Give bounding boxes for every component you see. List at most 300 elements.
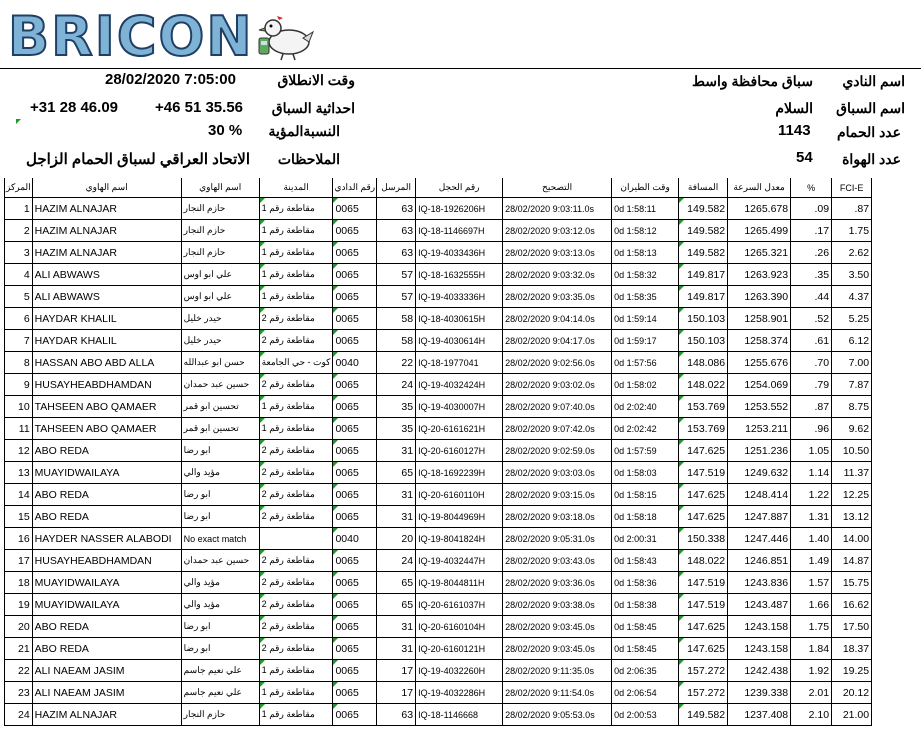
cell-fancier-name-ar: حسين عبد حمدان bbox=[181, 374, 259, 396]
cell-marker bbox=[16, 119, 21, 124]
cell-rank: 17 bbox=[5, 550, 33, 572]
cell-speed: 1258.374 bbox=[728, 330, 791, 352]
club-value: سباق محافظة واسط bbox=[691, 73, 813, 89]
cell-sent: 58 bbox=[377, 330, 416, 352]
cell-fci-e: 6.12 bbox=[832, 330, 872, 352]
cell-city: مقاطعة رقم 2 bbox=[259, 308, 333, 330]
cell-percent: .09 bbox=[791, 198, 832, 220]
cell-fancier-name-en: TAHSEEN ABO QAMAER bbox=[32, 418, 181, 440]
cell-city: مقاطعة رقم 1 bbox=[259, 682, 333, 704]
cell-fancier-name-en: HAZIM ALNAJAR bbox=[32, 220, 181, 242]
cell-speed: 1243.836 bbox=[728, 572, 791, 594]
cell-fancier-name-en: MUAYIDWAILAYA bbox=[32, 572, 181, 594]
cell-ring-number: IQ-20-6160110H bbox=[416, 484, 503, 506]
cell-corrected-time: 28/02/2020 9:02:59.0s bbox=[503, 440, 612, 462]
cell-flight-time: 0d 1:58:45 bbox=[612, 616, 679, 638]
cell-city: مقاطعة رقم 2 bbox=[259, 638, 333, 660]
cell-fancier-name-en: HAZIM ALNAJAR bbox=[32, 242, 181, 264]
cell-ring-number: IQ-18-1977041 bbox=[416, 352, 503, 374]
column-header-distance: المسافة bbox=[679, 178, 728, 198]
column-header-corrected-time: التصحيح bbox=[503, 178, 612, 198]
cell-city: مقاطعة رقم 1 bbox=[259, 396, 333, 418]
cell-fancier-name-en: TAHSEEN ABO QAMAER bbox=[32, 396, 181, 418]
column-header-speed: معدل السرعة bbox=[728, 178, 791, 198]
cell-fci-e: 7.87 bbox=[832, 374, 872, 396]
cell-fancier-name-ar: ابو رضا bbox=[181, 638, 259, 660]
cell-percent: 2.10 bbox=[791, 704, 832, 726]
cell-speed: 1253.211 bbox=[728, 418, 791, 440]
cell-distance: 147.625 bbox=[679, 506, 728, 528]
cell-sent: 17 bbox=[377, 682, 416, 704]
cell-distance: 147.625 bbox=[679, 484, 728, 506]
cell-rank: 13 bbox=[5, 462, 33, 484]
cell-city: مقاطعة رقم 2 bbox=[259, 572, 333, 594]
table-row bbox=[5, 572, 872, 594]
cell-fancier-name-en: HAYDAR KHALIL bbox=[32, 308, 181, 330]
cell-rank: 14 bbox=[5, 484, 33, 506]
cell-fancier-name-en: ALI ABWAWS bbox=[32, 264, 181, 286]
cell-distance: 149.817 bbox=[679, 264, 728, 286]
cell-fci-e: .87 bbox=[832, 198, 872, 220]
cell-loft-number: 0065 bbox=[333, 396, 377, 418]
column-header-fancier-name-en: اسم الهاوي bbox=[32, 178, 181, 198]
cell-fci-e: 16.62 bbox=[832, 594, 872, 616]
cell-sent: 65 bbox=[377, 572, 416, 594]
cell-sent: 65 bbox=[377, 594, 416, 616]
table-row bbox=[5, 308, 872, 330]
coord-lon: +46 51 35.56 bbox=[155, 99, 244, 116]
cell-ring-number: IQ-18-4030615H bbox=[416, 308, 503, 330]
column-header-city: المدينة bbox=[259, 178, 333, 198]
cell-corrected-time: 28/02/2020 9:05:31.0s bbox=[503, 528, 612, 550]
cell-speed: 1249.632 bbox=[728, 462, 791, 484]
cell-fancier-name-en: HAZIM ALNAJAR bbox=[32, 704, 181, 726]
cell-city bbox=[259, 528, 333, 550]
column-header-flight-time: وقت الطيران bbox=[612, 178, 679, 198]
cell-city: مقاطعة رقم 1 bbox=[259, 286, 333, 308]
cell-speed: 1258.901 bbox=[728, 308, 791, 330]
cell-ring-number: IQ-20-6161037H bbox=[416, 594, 503, 616]
cell-percent: .70 bbox=[791, 352, 832, 374]
cell-fancier-name-en: ALI NAEAM JASIM bbox=[32, 660, 181, 682]
cell-fancier-name-en: ABO REDA bbox=[32, 638, 181, 660]
cell-sent: 31 bbox=[377, 616, 416, 638]
cell-ring-number: IQ-20-6160127H bbox=[416, 440, 503, 462]
club-label: اسم النادي bbox=[842, 73, 905, 89]
cell-ring-number: IQ-18-1146668 bbox=[416, 704, 503, 726]
cell-corrected-time: 28/02/2020 9:03:38.0s bbox=[503, 594, 612, 616]
cell-ring-number: IQ-19-4030007H bbox=[416, 396, 503, 418]
cell-ring-number: IQ-19-8044969H bbox=[416, 506, 503, 528]
cell-distance: 150.103 bbox=[679, 308, 728, 330]
cell-loft-number: 0065 bbox=[333, 462, 377, 484]
cell-speed: 1265.321 bbox=[728, 242, 791, 264]
cell-corrected-time: 28/02/2020 9:03:43.0s bbox=[503, 550, 612, 572]
cell-percent: .52 bbox=[791, 308, 832, 330]
cell-sent: 31 bbox=[377, 440, 416, 462]
cell-ring-number: IQ-19-4030614H bbox=[416, 330, 503, 352]
cell-fancier-name-en: HAYDER NASSER ALABODI bbox=[32, 528, 181, 550]
cell-loft-number: 0065 bbox=[333, 704, 377, 726]
cell-rank: 12 bbox=[5, 440, 33, 462]
cell-loft-number: 0065 bbox=[333, 264, 377, 286]
cell-percent: .96 bbox=[791, 418, 832, 440]
cell-city: مقاطعة رقم 2 bbox=[259, 484, 333, 506]
cell-speed: 1265.499 bbox=[728, 220, 791, 242]
cell-city: مقاطعة رقم 1 bbox=[259, 704, 333, 726]
cell-fci-e: 19.25 bbox=[832, 660, 872, 682]
table-row bbox=[5, 506, 872, 528]
cell-fci-e: 14.87 bbox=[832, 550, 872, 572]
cell-percent: 1.75 bbox=[791, 616, 832, 638]
cell-flight-time: 0d 1:58:18 bbox=[612, 506, 679, 528]
cell-percent: 1.57 bbox=[791, 572, 832, 594]
fanciers-label: عدد الهواة bbox=[842, 151, 901, 167]
race-label: اسم السباق bbox=[836, 100, 905, 116]
cell-ring-number: IQ-20-6161621H bbox=[416, 418, 503, 440]
cell-loft-number: 0065 bbox=[333, 286, 377, 308]
cell-speed: 1243.158 bbox=[728, 616, 791, 638]
cell-percent: 1.14 bbox=[791, 462, 832, 484]
cell-rank: 3 bbox=[5, 242, 33, 264]
fanciers-value: 54 bbox=[796, 149, 813, 166]
cell-fancier-name-en: HUSAYHEABDHAMDAN bbox=[32, 550, 181, 572]
cell-fancier-name-ar: No exact match bbox=[181, 528, 259, 550]
cell-city: مقاطعة رقم 2 bbox=[259, 374, 333, 396]
notes-label: الملاحظات bbox=[277, 151, 340, 167]
cell-corrected-time: 28/02/2020 9:03:02.0s bbox=[503, 374, 612, 396]
cell-flight-time: 0d 1:58:38 bbox=[612, 594, 679, 616]
cell-flight-time: 0d 1:59:17 bbox=[612, 330, 679, 352]
cell-sent: 63 bbox=[377, 220, 416, 242]
cell-sent: 58 bbox=[377, 308, 416, 330]
cell-fancier-name-en: MUAYIDWAILAYA bbox=[32, 594, 181, 616]
pigeons-value: 1143 bbox=[778, 122, 811, 139]
table-row bbox=[5, 352, 872, 374]
cell-ring-number: IQ-19-4032260H bbox=[416, 660, 503, 682]
cell-fancier-name-ar: تحسين ابو قمر bbox=[181, 396, 259, 418]
cell-distance: 150.103 bbox=[679, 330, 728, 352]
cell-sent: 22 bbox=[377, 352, 416, 374]
cell-rank: 2 bbox=[5, 220, 33, 242]
logo-text: BRICON bbox=[8, 5, 254, 68]
coords-label: احداثية السباق bbox=[271, 100, 355, 116]
cell-percent: .79 bbox=[791, 374, 832, 396]
cell-distance: 149.582 bbox=[679, 220, 728, 242]
cell-speed: 1247.887 bbox=[728, 506, 791, 528]
cell-speed: 1263.923 bbox=[728, 264, 791, 286]
cell-ring-number: IQ-19-4032447H bbox=[416, 550, 503, 572]
cell-city: مقاطعة رقم 2 bbox=[259, 506, 333, 528]
table-row bbox=[5, 638, 872, 660]
cell-fci-e: 11.37 bbox=[832, 462, 872, 484]
cell-fancier-name-en: HAZIM ALNAJAR bbox=[32, 198, 181, 220]
cell-speed: 1255.676 bbox=[728, 352, 791, 374]
cell-corrected-time: 28/02/2020 9:07:42.0s bbox=[503, 418, 612, 440]
cell-sent: 20 bbox=[377, 528, 416, 550]
table-row bbox=[5, 242, 872, 264]
cell-speed: 1247.446 bbox=[728, 528, 791, 550]
cell-rank: 23 bbox=[5, 682, 33, 704]
table-row bbox=[5, 286, 872, 308]
cell-fancier-name-ar: مؤيد والي bbox=[181, 462, 259, 484]
cell-rank: 24 bbox=[5, 704, 33, 726]
cell-sent: 57 bbox=[377, 264, 416, 286]
cell-city: مقاطعة رقم 2 bbox=[259, 440, 333, 462]
cell-fci-e: 10.50 bbox=[832, 440, 872, 462]
cell-rank: 8 bbox=[5, 352, 33, 374]
cell-sent: 24 bbox=[377, 374, 416, 396]
cell-loft-number: 0065 bbox=[333, 374, 377, 396]
results-table bbox=[4, 178, 872, 726]
table-row bbox=[5, 682, 872, 704]
cell-corrected-time: 28/02/2020 9:04:14.0s bbox=[503, 308, 612, 330]
cell-speed: 1251.236 bbox=[728, 440, 791, 462]
cell-loft-number: 0040 bbox=[333, 528, 377, 550]
cell-distance: 148.022 bbox=[679, 550, 728, 572]
cell-flight-time: 0d 1:58:02 bbox=[612, 374, 679, 396]
cell-ring-number: IQ-18-1692239H bbox=[416, 462, 503, 484]
cell-corrected-time: 28/02/2020 9:03:18.0s bbox=[503, 506, 612, 528]
cell-flight-time: 0d 1:58:43 bbox=[612, 550, 679, 572]
cell-corrected-time: 28/02/2020 9:03:13.0s bbox=[503, 242, 612, 264]
cell-fci-e: 9.62 bbox=[832, 418, 872, 440]
cell-city: مقاطعة رقم 1 bbox=[259, 198, 333, 220]
coord-lat: +31 28 46.09 bbox=[30, 99, 119, 116]
cell-rank: 19 bbox=[5, 594, 33, 616]
table-row bbox=[5, 198, 872, 220]
cell-sent: 57 bbox=[377, 286, 416, 308]
cell-corrected-time: 28/02/2020 9:03:03.0s bbox=[503, 462, 612, 484]
cell-loft-number: 0065 bbox=[333, 682, 377, 704]
cell-fancier-name-ar: حسن ابو عبدالله bbox=[181, 352, 259, 374]
cell-flight-time: 0d 1:58:12 bbox=[612, 220, 679, 242]
cell-loft-number: 0065 bbox=[333, 242, 377, 264]
cell-loft-number: 0065 bbox=[333, 594, 377, 616]
cell-flight-time: 0d 1:58:32 bbox=[612, 264, 679, 286]
cell-percent: 1.92 bbox=[791, 660, 832, 682]
cell-rank: 9 bbox=[5, 374, 33, 396]
cell-flight-time: 0d 2:02:40 bbox=[612, 396, 679, 418]
cell-sent: 63 bbox=[377, 242, 416, 264]
percent-value: 30 % bbox=[208, 122, 243, 139]
cell-ring-number: IQ-19-8041824H bbox=[416, 528, 503, 550]
cell-distance: 147.519 bbox=[679, 462, 728, 484]
header-top-rule bbox=[0, 68, 921, 69]
cell-rank: 6 bbox=[5, 308, 33, 330]
cell-ring-number: IQ-19-4033436H bbox=[416, 242, 503, 264]
cell-fancier-name-ar: ابو رضا bbox=[181, 440, 259, 462]
cell-speed: 1253.552 bbox=[728, 396, 791, 418]
cell-flight-time: 0d 1:58:35 bbox=[612, 286, 679, 308]
table-row bbox=[5, 616, 872, 638]
cell-corrected-time: 28/02/2020 9:05:53.0s bbox=[503, 704, 612, 726]
cell-city: مقاطعة رقم 2 bbox=[259, 594, 333, 616]
cell-loft-number: 0065 bbox=[333, 616, 377, 638]
cell-speed: 1265.678 bbox=[728, 198, 791, 220]
cell-fancier-name-en: ABO REDA bbox=[32, 506, 181, 528]
cell-fancier-name-en: ALI ABWAWS bbox=[32, 286, 181, 308]
start-time-label: وقت الانطلاق bbox=[277, 72, 355, 88]
cell-distance: 148.022 bbox=[679, 374, 728, 396]
cell-fancier-name-ar: حازم النجار bbox=[181, 704, 259, 726]
cell-corrected-time: 28/02/2020 9:02:56.0s bbox=[503, 352, 612, 374]
cell-rank: 4 bbox=[5, 264, 33, 286]
column-header-fci-e: FCI-E bbox=[832, 178, 872, 198]
cell-distance: 147.519 bbox=[679, 572, 728, 594]
cell-distance: 149.582 bbox=[679, 704, 728, 726]
cell-speed: 1237.408 bbox=[728, 704, 791, 726]
cell-flight-time: 0d 2:00:31 bbox=[612, 528, 679, 550]
table-row bbox=[5, 418, 872, 440]
cell-fancier-name-ar: حازم النجار bbox=[181, 220, 259, 242]
cell-loft-number: 0065 bbox=[333, 550, 377, 572]
cell-city: مقاطعة رقم 1 bbox=[259, 418, 333, 440]
cell-fancier-name-ar: ابو رضا bbox=[181, 616, 259, 638]
cell-city: كوت - حي الجامعة bbox=[259, 352, 333, 374]
cell-rank: 20 bbox=[5, 616, 33, 638]
cell-rank: 22 bbox=[5, 660, 33, 682]
cell-fancier-name-ar: ابو رضا bbox=[181, 484, 259, 506]
cell-distance: 149.582 bbox=[679, 242, 728, 264]
bricon-logo bbox=[8, 6, 313, 68]
cell-corrected-time: 28/02/2020 9:03:45.0s bbox=[503, 616, 612, 638]
cell-flight-time: 0d 1:58:36 bbox=[612, 572, 679, 594]
cell-distance: 147.519 bbox=[679, 594, 728, 616]
cell-fancier-name-en: ABO REDA bbox=[32, 616, 181, 638]
cell-ring-number: IQ-20-6160121H bbox=[416, 638, 503, 660]
cell-fancier-name-en: ABO REDA bbox=[32, 484, 181, 506]
cell-speed: 1243.487 bbox=[728, 594, 791, 616]
cell-distance: 153.769 bbox=[679, 396, 728, 418]
pigeons-label: عدد الحمام bbox=[836, 124, 901, 140]
cell-flight-time: 0d 1:57:59 bbox=[612, 440, 679, 462]
column-header-loft-number: رقم الدادي bbox=[333, 178, 377, 198]
cell-corrected-time: 28/02/2020 9:03:35.0s bbox=[503, 286, 612, 308]
cell-fancier-name-ar: علي ابو اوس bbox=[181, 264, 259, 286]
cell-city: مقاطعة رقم 2 bbox=[259, 462, 333, 484]
cell-fci-e: 8.75 bbox=[832, 396, 872, 418]
table-header-row bbox=[5, 178, 872, 198]
pigeon-logo-icon bbox=[253, 10, 315, 62]
cell-fci-e: 1.75 bbox=[832, 220, 872, 242]
cell-speed: 1242.438 bbox=[728, 660, 791, 682]
cell-percent: .35 bbox=[791, 264, 832, 286]
cell-distance: 148.086 bbox=[679, 352, 728, 374]
cell-speed: 1254.069 bbox=[728, 374, 791, 396]
cell-percent: .44 bbox=[791, 286, 832, 308]
cell-flight-time: 0d 1:58:11 bbox=[612, 198, 679, 220]
cell-fancier-name-ar: حسين عبد حمدان bbox=[181, 550, 259, 572]
cell-loft-number: 0065 bbox=[333, 660, 377, 682]
cell-fci-e: 12.25 bbox=[832, 484, 872, 506]
cell-corrected-time: 28/02/2020 9:11:54.0s bbox=[503, 682, 612, 704]
table-row bbox=[5, 484, 872, 506]
cell-flight-time: 0d 1:58:13 bbox=[612, 242, 679, 264]
cell-flight-time: 0d 2:00:53 bbox=[612, 704, 679, 726]
cell-rank: 10 bbox=[5, 396, 33, 418]
cell-distance: 147.625 bbox=[679, 638, 728, 660]
cell-sent: 63 bbox=[377, 704, 416, 726]
cell-loft-number: 0065 bbox=[333, 506, 377, 528]
cell-fancier-name-ar: علي نعيم جاسم bbox=[181, 660, 259, 682]
table-row bbox=[5, 550, 872, 572]
cell-percent: 1.40 bbox=[791, 528, 832, 550]
cell-city: مقاطعة رقم 1 bbox=[259, 660, 333, 682]
cell-fancier-name-ar: علي نعيم جاسم bbox=[181, 682, 259, 704]
cell-ring-number: IQ-19-4032286H bbox=[416, 682, 503, 704]
cell-fancier-name-en: ALI NAEAM JASIM bbox=[32, 682, 181, 704]
cell-rank: 16 bbox=[5, 528, 33, 550]
cell-corrected-time: 28/02/2020 9:03:36.0s bbox=[503, 572, 612, 594]
cell-fancier-name-en: MUAYIDWAILAYA bbox=[32, 462, 181, 484]
cell-sent: 17 bbox=[377, 660, 416, 682]
cell-fancier-name-ar: مؤيد والي bbox=[181, 572, 259, 594]
cell-fci-e: 17.50 bbox=[832, 616, 872, 638]
cell-speed: 1246.851 bbox=[728, 550, 791, 572]
cell-rank: 5 bbox=[5, 286, 33, 308]
cell-corrected-time: 28/02/2020 9:03:15.0s bbox=[503, 484, 612, 506]
table-row bbox=[5, 374, 872, 396]
cell-rank: 18 bbox=[5, 572, 33, 594]
cell-city: مقاطعة رقم 1 bbox=[259, 264, 333, 286]
cell-percent: .87 bbox=[791, 396, 832, 418]
cell-loft-number: 0065 bbox=[333, 440, 377, 462]
cell-fancier-name-en: HASSAN ABO ABD ALLA bbox=[32, 352, 181, 374]
cell-fci-e: 15.75 bbox=[832, 572, 872, 594]
column-header-rank: المركز bbox=[5, 178, 33, 198]
cell-flight-time: 0d 1:58:03 bbox=[612, 462, 679, 484]
cell-city: مقاطعة رقم 2 bbox=[259, 330, 333, 352]
percent-label: النسبةالمؤية bbox=[268, 123, 340, 139]
cell-fancier-name-en: ABO REDA bbox=[32, 440, 181, 462]
cell-percent: 1.31 bbox=[791, 506, 832, 528]
table-row bbox=[5, 396, 872, 418]
table-row bbox=[5, 528, 872, 550]
cell-speed: 1263.390 bbox=[728, 286, 791, 308]
cell-sent: 31 bbox=[377, 506, 416, 528]
cell-percent: 1.22 bbox=[791, 484, 832, 506]
cell-corrected-time: 28/02/2020 9:03:12.0s bbox=[503, 220, 612, 242]
cell-ring-number: IQ-18-1146697H bbox=[416, 220, 503, 242]
cell-flight-time: 0d 2:02:42 bbox=[612, 418, 679, 440]
cell-distance: 150.338 bbox=[679, 528, 728, 550]
cell-rank: 11 bbox=[5, 418, 33, 440]
table-row bbox=[5, 330, 872, 352]
cell-sent: 31 bbox=[377, 638, 416, 660]
cell-corrected-time: 28/02/2020 9:04:17.0s bbox=[503, 330, 612, 352]
column-header-sent: المرسل bbox=[377, 178, 416, 198]
cell-ring-number: IQ-19-4033336H bbox=[416, 286, 503, 308]
cell-fancier-name-ar: علي ابو اوس bbox=[181, 286, 259, 308]
table-row bbox=[5, 264, 872, 286]
start-time-value: 28/02/2020 7:05:00 bbox=[105, 71, 236, 88]
cell-speed: 1243.158 bbox=[728, 638, 791, 660]
table-row bbox=[5, 462, 872, 484]
cell-city: مقاطعة رقم 1 bbox=[259, 242, 333, 264]
cell-fancier-name-ar: حيدر خليل bbox=[181, 308, 259, 330]
cell-ring-number: IQ-20-6160104H bbox=[416, 616, 503, 638]
cell-loft-number: 0065 bbox=[333, 418, 377, 440]
cell-flight-time: 0d 1:59:14 bbox=[612, 308, 679, 330]
cell-fci-e: 18.37 bbox=[832, 638, 872, 660]
cell-rank: 15 bbox=[5, 506, 33, 528]
column-header-ring-number: رقم الحجل bbox=[416, 178, 503, 198]
cell-sent: 35 bbox=[377, 418, 416, 440]
cell-corrected-time: 28/02/2020 9:07:40.0s bbox=[503, 396, 612, 418]
cell-corrected-time: 28/02/2020 9:11:35.0s bbox=[503, 660, 612, 682]
cell-speed: 1239.338 bbox=[728, 682, 791, 704]
